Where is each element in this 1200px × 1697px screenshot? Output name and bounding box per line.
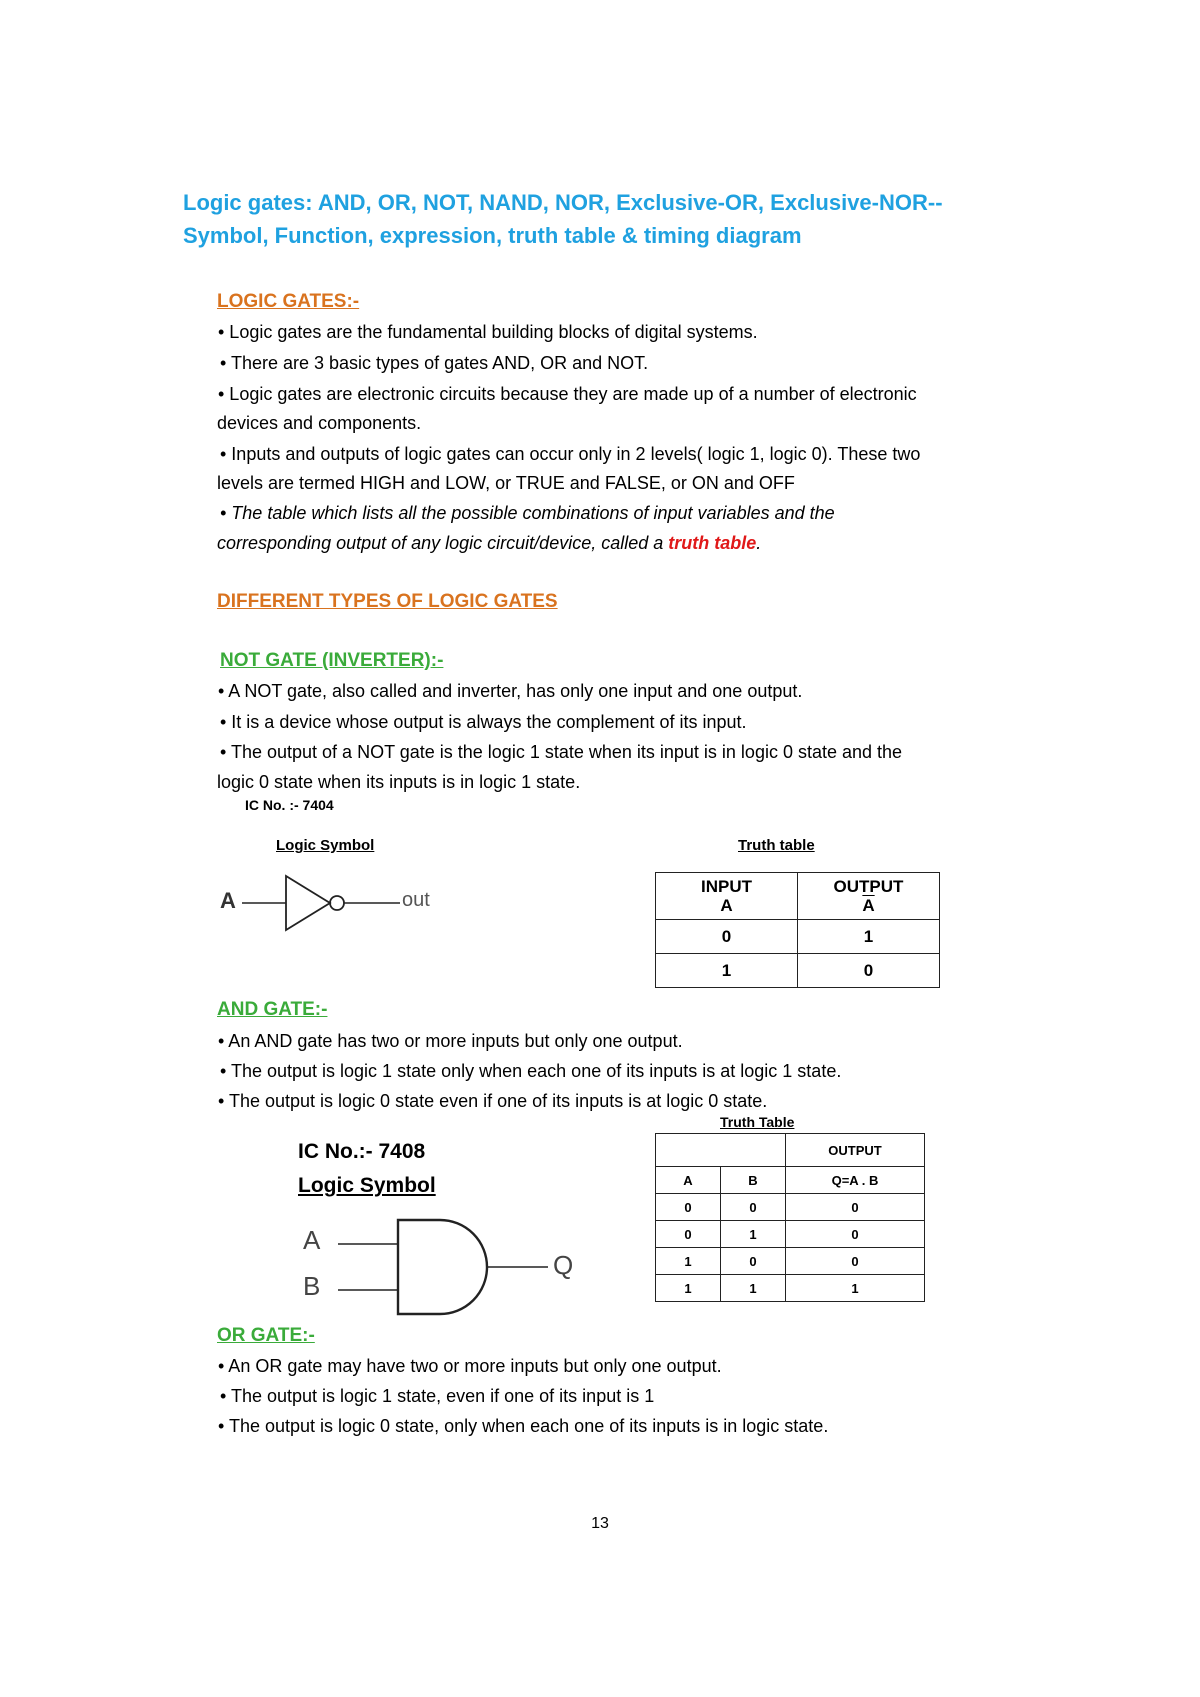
table-cell: 1 [656,1275,721,1302]
not-gate-bullet-2: • It is a device whose output is always the complement of its input. [220,712,747,732]
table-cell: 0 [798,954,940,988]
header-input-var: A [720,896,733,915]
and-gate-truth-table [655,1133,925,1302]
and-gate-symbol [300,1212,580,1322]
logic-gates-bullet-3a: • Logic gates are electronic circuits because they are made up of a number of electronic [218,384,917,404]
not-gate-bullet-1: • A NOT gate, also called and inverter, has only one input and one output. [218,681,803,701]
table-cell: 0 [786,1248,925,1275]
table-cell: 0 [721,1194,786,1221]
logic-gates-bullet-2: • There are 3 basic types of gates AND, OR and NOT. [220,353,649,373]
table-cell: 0 [786,1194,925,1221]
table-row [656,920,940,954]
header-input-text: INPUT [701,877,752,896]
truth-table-definition-text: corresponding output of any logic circuit/device, called a [217,533,669,553]
and-gate-bullet-2: • The output is logic 1 state only when each one of its inputs is at logic 1 state. [220,1061,842,1081]
page-title-line-1: Logic gates: AND, OR, NOT, NAND, NOR, Exclusive-OR, Exclusive-NOR-- [183,190,943,215]
and-gate-input-b: B [303,1271,321,1301]
table-row [656,1275,925,1302]
truth-table-period: . [756,533,762,553]
page-number: 13 [591,1515,609,1532]
not-gate-ic-number: IC No. :- 7404 [245,797,334,813]
and-gate-ic-number: IC No.:- 7408 [298,1140,426,1163]
not-gate-heading: NOT GATE (INVERTER):- [220,650,444,671]
table-cell: 1 [656,1248,721,1275]
and-gate-output-q: Q [553,1250,574,1280]
table-cell: 0 [786,1221,925,1248]
and-gate-bullet-1: • An AND gate has two or more inputs but only one output. [218,1031,683,1051]
table-header-b: B [721,1167,786,1194]
and-gate-input-a: A [303,1225,321,1255]
logic-gates-bullet-4a: • Inputs and outputs of logic gates can occur only in 2 levels( logic 1, logic 0). These two [220,444,921,464]
table-header-row [656,873,940,920]
page-title-line-2: Symbol, Function, expression, truth table & timing diagram [183,223,802,248]
table-header-row [656,1134,925,1167]
truth-table-term: truth table [668,533,757,553]
logic-gates-bullet-5b [217,532,761,554]
or-gate-bullet-2: • The output is logic 1 state, even if one of its input is 1 [220,1386,655,1406]
table-header-blank [656,1134,786,1167]
different-types-heading: DIFFERENT TYPES OF LOGIC GATES [217,591,558,612]
not-gate-output-label: out [402,889,430,911]
table-cell: 1 [721,1221,786,1248]
and-gate-table-label: Truth Table [720,1114,795,1130]
logic-gates-bullet-5a: • The table which lists all the possible combinations of input variables and the [220,503,835,523]
table-cell: 0 [721,1248,786,1275]
table-row [656,1221,925,1248]
not-gate-table-label: Truth table [738,837,815,854]
table-cell: 0 [656,1194,721,1221]
table-row [656,1194,925,1221]
not-gate-input-label: A [220,888,236,913]
table-header-input [656,873,798,920]
table-header-row [656,1167,925,1194]
not-gate-bullet-3b: logic 0 state when its inputs is in logic 1 state. [217,772,581,792]
table-cell: 1 [798,920,940,954]
table-row [656,1248,925,1275]
table-header-output: OUTPUT [786,1134,925,1167]
table-cell: 1 [786,1275,925,1302]
logic-gates-bullet-4b: levels are termed HIGH and LOW, or TRUE and FALSE, or ON and OFF [217,473,795,493]
header-output-text: OUTPUT [833,877,904,896]
not-gate-symbol-label: Logic Symbol [276,837,375,854]
header-output-var: $\overline{A}$ [862,896,875,915]
table-header-q: Q=A . B [786,1167,925,1194]
table-cell: 0 [656,920,798,954]
table-header-a: A [656,1167,721,1194]
and-gate-symbol-label: Logic Symbol [298,1174,436,1197]
table-cell: 0 [656,1221,721,1248]
table-cell: 1 [721,1275,786,1302]
or-gate-bullet-1: • An OR gate may have two or more inputs but only one output. [218,1356,722,1376]
or-gate-bullet-3: • The output is logic 0 state, only when each one of its inputs is in logic state. [218,1416,829,1436]
table-header-output [798,873,940,920]
and-gate-bullet-3: • The output is logic 0 state even if one of its inputs is at logic 0 state. [218,1091,768,1111]
and-gate-heading: AND GATE:- [217,999,328,1020]
logic-gates-heading: LOGIC GATES:- [217,291,360,312]
not-gate-truth-table [655,872,940,988]
table-cell: 1 [656,954,798,988]
not-gate-bullet-3a: • The output of a NOT gate is the logic 1 state when its input is in logic 0 state and the [220,742,903,762]
logic-gates-bullet-3b: devices and components. [217,413,422,433]
or-gate-heading: OR GATE:- [217,1325,315,1346]
table-row [656,954,940,988]
logic-gates-bullet-1: • Logic gates are the fundamental building blocks of digital systems. [218,322,758,342]
